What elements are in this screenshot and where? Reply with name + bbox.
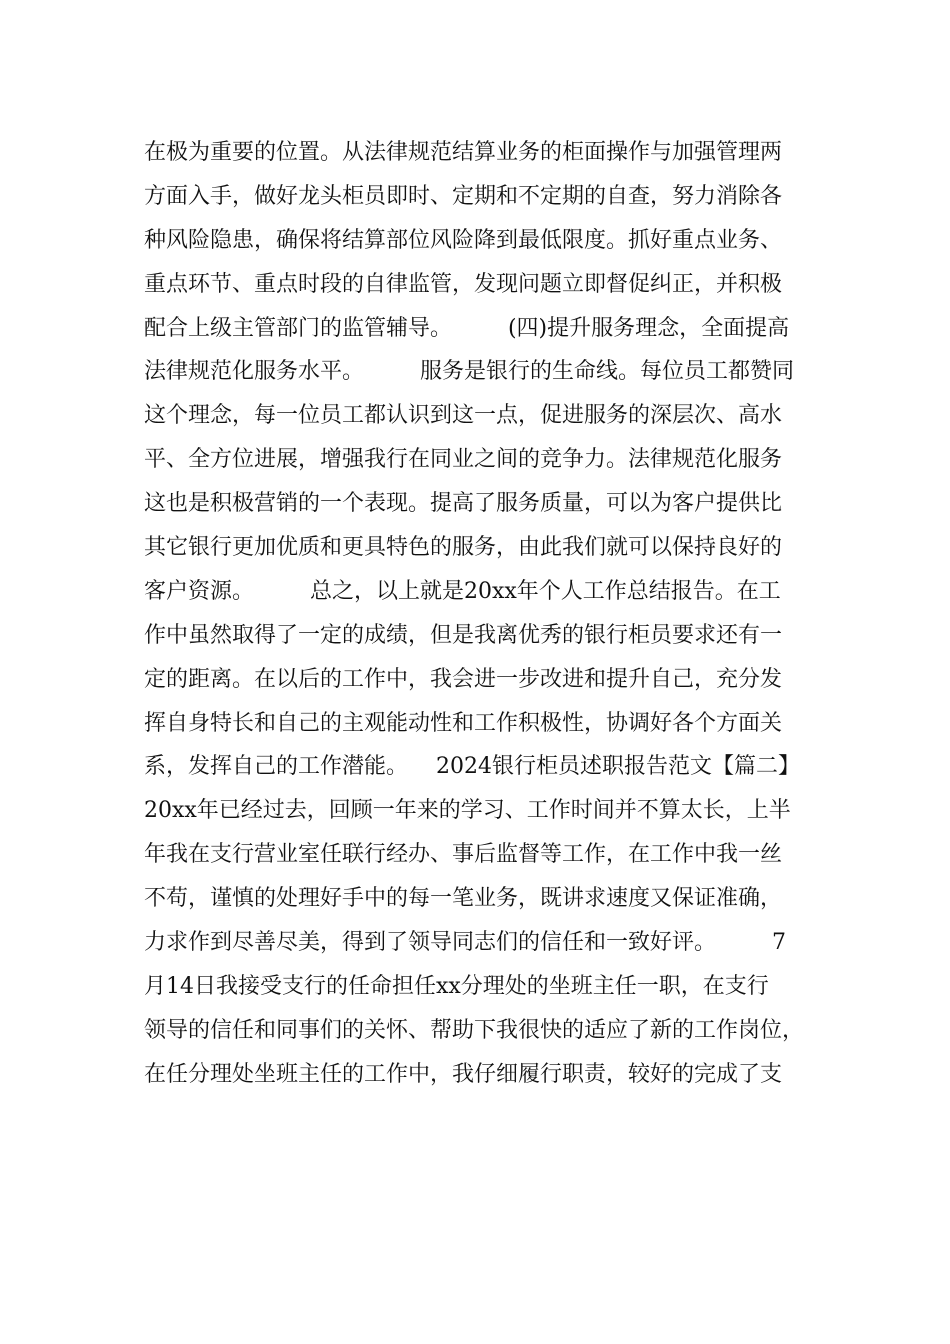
text-line: 挥自身特长和自己的主观能动性和工作积极性，协调好各个方面关	[144, 710, 783, 736]
body-text	[144, 131, 834, 1097]
text-line: 力求作到尽善尽美，得到了领导同志们的信任和一致好评。 7	[144, 930, 786, 956]
text-line: 不苟，谨慎的处理好手中的每一笔业务，既讲求速度又保证准确，	[144, 886, 783, 912]
text-line: 法律规范化服务水平。 服务是银行的生命线。每位员工都赞同	[144, 359, 794, 385]
text-line: 在任分理处坐班主任的工作中，我仔细履行职责，较好的完成了支	[144, 1061, 783, 1087]
text-line: 月14日我接受支行的任命担任xx分理处的坐班主任一职，在支行	[144, 973, 769, 999]
text-line: 这个理念，每一位员工都认识到这一点，促进服务的深层次、高水	[144, 403, 783, 429]
text-line: 年我在支行营业室任联行经办、事后监督等工作，在工作中我一丝	[144, 842, 783, 868]
text-line: 系，发挥自己的工作潜能。 2024银行柜员述职报告范文【篇二】	[144, 754, 800, 780]
text-line: 客户资源。 总之，以上就是20xx年个人工作总结报告。在工	[144, 578, 781, 604]
text-line: 20xx年已经过去，回顾一年来的学习、工作时间并不算太长，上半	[144, 798, 791, 824]
text-line: 平、全方位进展，增强我行在同业之间的竞争力。法律规范化服务	[144, 447, 783, 473]
text-line: 配合上级主管部门的监管辅导。 (四)提升服务理念，全面提高	[144, 315, 790, 341]
text-line: 种风险隐患，确保将结算部位风险降到最低限度。抓好重点业务、	[144, 227, 783, 253]
text-line: 重点环节、重点时段的自律监管，发现问题立即督促纠正，并积极	[144, 271, 783, 297]
text-line: 领导的信任和同事们的关怀、帮助下我很快的适应了新的工作岗位，	[144, 1017, 805, 1043]
text-line: 其它银行更加优质和更具特色的服务，由此我们就可以保持良好的	[144, 535, 783, 561]
text-line: 定的距离。在以后的工作中，我会进一步改进和提升自己，充分发	[144, 666, 783, 692]
text-line: 方面入手，做好龙头柜员即时、定期和不定期的自查，努力消除各	[144, 183, 783, 209]
text-line: 这也是积极营销的一个表现。提高了服务质量，可以为客户提供比	[144, 491, 783, 517]
text-line: 在极为重要的位置。从法律规范结算业务的柜面操作与加强管理两	[144, 140, 783, 165]
text-line: 作中虽然取得了一定的成绩，但是我离优秀的银行柜员要求还有一	[144, 622, 783, 648]
